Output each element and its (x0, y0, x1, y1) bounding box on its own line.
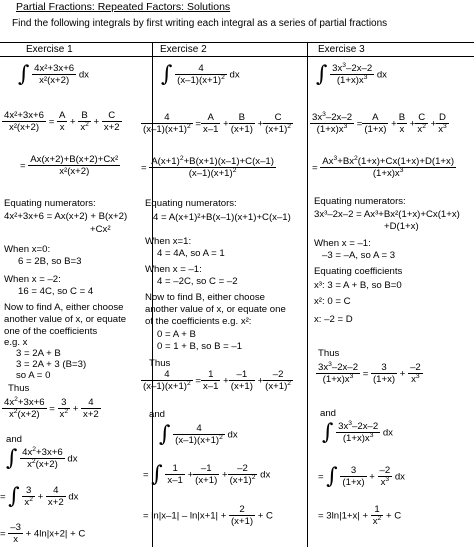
ex3-and: and (320, 408, 337, 419)
ex1-when-m2-result: 16 = 4C, so C = 4 (18, 286, 94, 297)
ex3-coeff-x: x: –2 = D (314, 314, 353, 325)
ex1-eg-2: 3 = 2A + 3 (B=3) (16, 359, 87, 370)
table-top-border (0, 42, 474, 43)
ex1-equation: 4x²+3x+6 = Ax(x+2) + B(x+2) (4, 211, 128, 222)
ex2-eg-2: 0 = 1 + B, so B = –1 (157, 341, 243, 352)
ex2-thus-expr: $\frac{4}{(x-1)(x+1)^2}$ = $\frac{1}{x-1}$ + $\frac{-1}{(x+1)}$ + $\frac{-2}{(x+1)^2}$ (143, 369, 292, 393)
ex2-combined: = $\frac{A(x+1)^2+B(x+1)(x-1)+C(x-1)}{(x-1)(x+1)^2}$ (141, 154, 274, 180)
ex1-integral: ∫ $\frac{\text{4x²+3x+6}}{\text{x²(x+2)}}$ dx (18, 62, 89, 87)
ex1-thus: Thus (8, 383, 30, 394)
ex3-combined: = $\frac{Ax^3+Bx^2(1+x)+Cx(1+x)+D(1+x)}{(1+x)x^3}$ (312, 154, 455, 180)
ex1-eg-3: so A = 0 (16, 370, 51, 381)
ex1-thus-expr: $\frac{4x^2+3x+6}{x^2(x+2)}$ = $\frac{3}{x^2}$ + $\frac{4}{x+2}$ (4, 395, 99, 421)
ex2-when-m1: When x = –1: (145, 264, 202, 275)
ex1-integral-2: ∫ $\frac{4x^2+3x+6}{x^2(x+2)}$ dx (6, 445, 78, 471)
ex1-eg: e.g. x (4, 337, 28, 348)
ex1-combined: = $\frac{\text{Ax(x+2)+B(x+2)+Cx²}}{\text{x²(x+2)}}$ (20, 154, 119, 178)
column-heading-exercise-3: Exercise 3 (318, 44, 365, 55)
ex3-equation: 3x³–2x–2 = Ax³+Bx²(1+x)+Cx(1+x) (314, 209, 460, 220)
ex2-and: and (149, 409, 166, 420)
ex1-when-m2: When x = –2: (4, 274, 61, 285)
ex2-equation: 4 = A(x+1)²+B(x–1)(x+1)+C(x–1) (153, 212, 291, 223)
ex3-equation-cont: +D(1+x) (384, 221, 419, 232)
ex1-and: and (6, 434, 23, 445)
ex3-thus-expr: $\frac{3x^3-2x-2}{(1+x)x^3}$ = $\frac{3}{(1+x)}$ + $\frac{-2}{x^3}$ (318, 360, 421, 386)
ex3-thus: Thus (318, 348, 340, 359)
ex3-result: = 3ln|1+x| + $\frac{1}{x^2}$ + C (318, 504, 402, 528)
ex2-integral-2: ∫ $\frac{4}{(x-1)(x+1)^2}$ dx (159, 422, 238, 447)
ex1-equating: Equating numerators: (4, 198, 96, 209)
ex1-partial-fractions: $\frac{\text{4x²+3x+6}}{\text{x²(x+2)}}$ = $\frac{A}{x}$ + $\frac{B}{x^2}$ + $\frac{C}{x+2}$ (4, 110, 120, 134)
column-heading-exercise-1: Exercise 1 (26, 44, 73, 55)
ex3-integral-2: ∫ $\frac{3x^3-2x-2}{(1+x)x^3}$ dx (322, 419, 393, 445)
ex2-result: = ln|x–1| – ln|x+1| + $\frac{2}{(x+1)}$ + C (143, 504, 273, 528)
ex3-integral: ∫ $\frac{3x^3-2x-2}{(1+x)x^3}$ dx (316, 61, 387, 87)
ex2-partial-fractions: $\frac{4}{(x-1)(x+1)^2}$ = $\frac{A}{x-1}$ + $\frac{B}{(x+1)}$ + $\frac{C}{(x+1)^2}$ (143, 112, 292, 136)
ex2-equating: Equating numerators: (145, 198, 237, 209)
ex2-thus: Thus (149, 358, 171, 369)
ex3-coeff-x3: x³: 3 = A + B, so B=0 (314, 280, 402, 291)
ex1-when-0: When x=0: (4, 244, 51, 255)
column-divider-2 (307, 42, 308, 547)
column-heading-exercise-2: Exercise 2 (160, 44, 207, 55)
instructions: Find the following integrals by first writing each integral as a series of partial fractions (12, 18, 388, 29)
ex3-when-m1-result: –3 = –A, so A = 3 (322, 250, 396, 261)
ex2-now-find-2: another value of x, or equate one (145, 304, 286, 315)
ex2-when-1-result: 4 = 4A, so A = 1 (157, 248, 225, 259)
ex3-partial-fractions: $\frac{3x^3-2x-2}{(1+x)x^3}$ = $\frac{A}{(1+x)}$ + $\frac{B}{x}$ + $\frac{C}{x^2}$ + $\frac{D}{x^3}$ (312, 110, 447, 136)
ex2-eg-1: 0 = A + B (157, 329, 196, 340)
ex2-now-find-3: of the coefficients e.g. x²: (145, 316, 252, 327)
ex3-coeff-x2: x²: 0 = C (314, 296, 351, 307)
ex1-integral-3: = ∫ $\frac{3}{x^2}$ + $\frac{4}{x+2}$ dx (0, 484, 79, 509)
ex2-when-1: When x=1: (145, 236, 192, 247)
ex1-eg-1: 3 = 2A + B (16, 348, 61, 359)
ex3-integral-3: = ∫ $\frac{3}{(1+x)}$ + $\frac{-2}{x^3}$ dx (318, 464, 405, 489)
ex2-integral: ∫ $\frac{4}{(x-1)(x+1)^2}$ dx (161, 62, 240, 87)
ex1-now-find-1: Now to find A, either choose (4, 302, 124, 313)
page-title: Partial Fractions: Repeated Factors: Solutions (16, 1, 231, 13)
ex2-when-m1-result: 4 = –2C, so C = –2 (157, 276, 238, 287)
ex1-result: = $\frac{-3}{x}$ + 4ln|x+2| + C (0, 522, 86, 546)
ex1-when-0-result: 6 = 2B, so B=3 (18, 256, 82, 267)
ex3-when-m1: When x = –1: (314, 238, 371, 249)
ex2-now-find-1: Now to find B, either choose (145, 292, 265, 303)
ex3-equating: Equating numerators: (314, 196, 406, 207)
table-header-border (0, 56, 474, 57)
ex2-integral-3: = ∫ $\frac{1}{x-1}$ + $\frac{-1}{(x+1)}$ + $\frac{-2}{(x+1)^2}$ dx (143, 462, 271, 487)
ex1-equation-cont: +Cx² (90, 224, 111, 235)
ex3-equating-coefficients: Equating coefficients (314, 266, 403, 277)
ex1-now-find-2: another value of x, or equate (4, 314, 127, 325)
ex1-now-find-3: one of the coefficients (4, 326, 98, 337)
